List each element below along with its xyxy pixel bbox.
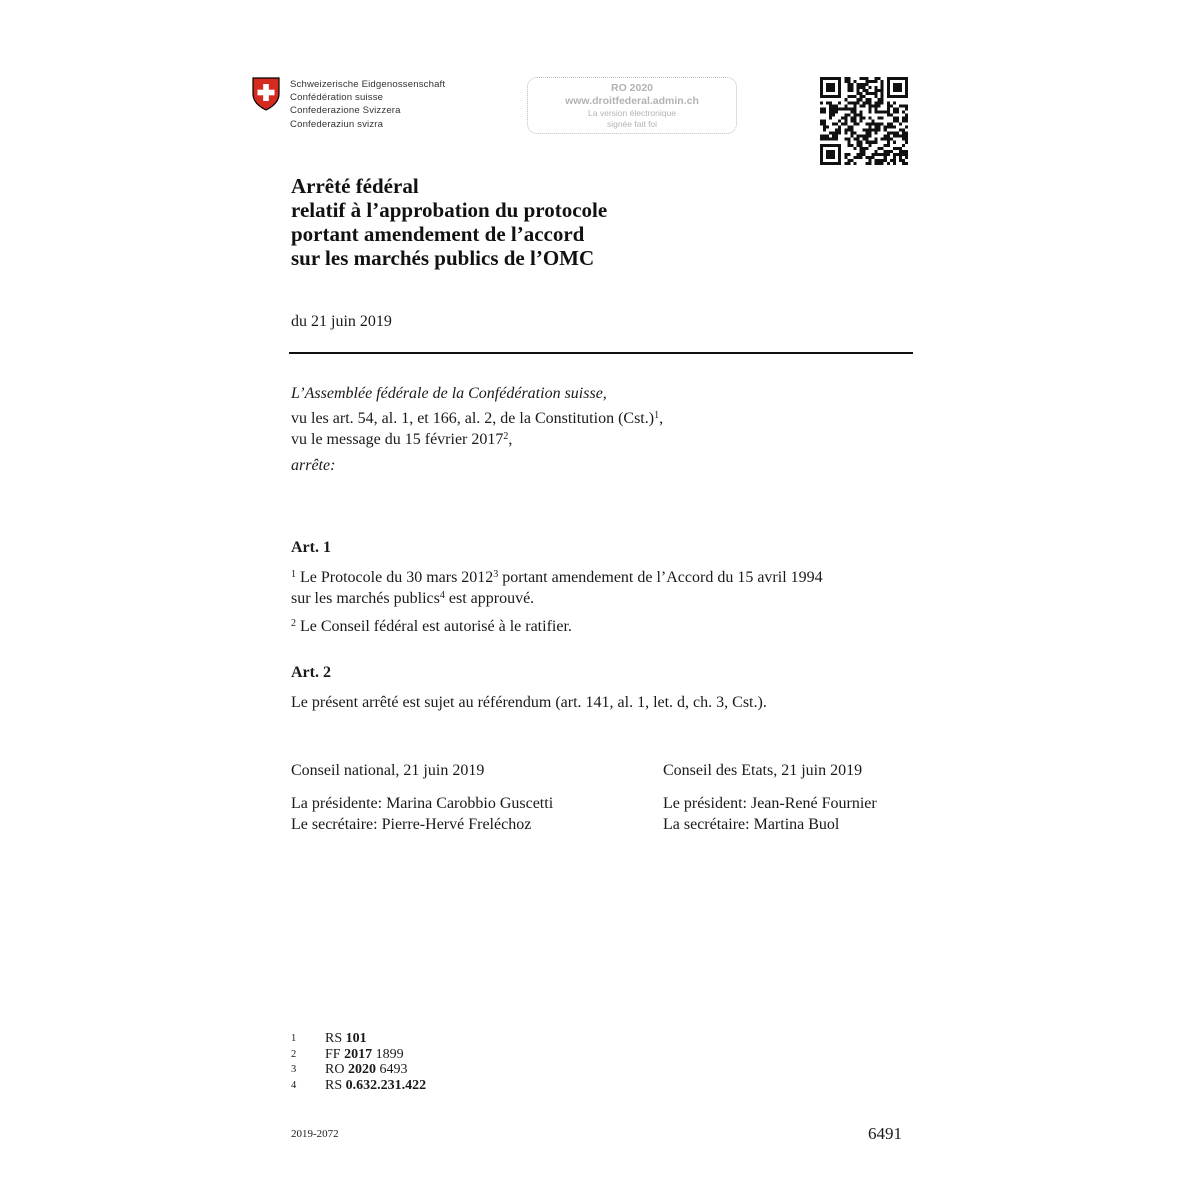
council-date: Conseil des Etats, 21 juin 2019 bbox=[663, 762, 863, 779]
council-date: Conseil national, 21 juin 2019 bbox=[291, 762, 485, 779]
title-line: sur les marchés publics de l’OMC bbox=[291, 246, 595, 270]
footnote-number: 1 bbox=[291, 1033, 297, 1044]
confederation-name-it: Confederazione Svizzera bbox=[290, 105, 401, 117]
paragraph-number: 2 bbox=[291, 618, 296, 629]
stamp-website: www.droitfederal.admin.ch bbox=[565, 95, 699, 107]
article-1-text: Le Conseil fédéral est autorisé à le ratifier. bbox=[296, 618, 572, 635]
confederation-name-fr: Confédération suisse bbox=[290, 92, 384, 104]
preamble-message-text: vu le message du 15 février 2017 bbox=[291, 431, 504, 448]
title-line: portant amendement de l’accord bbox=[291, 222, 585, 246]
preamble-punct: , bbox=[659, 410, 664, 427]
article-1-text: sur les marchés publics bbox=[291, 590, 440, 607]
footnote-ref-1[interactable]: 1 bbox=[654, 410, 660, 421]
footnote bbox=[291, 1047, 426, 1063]
preamble-constitution-line bbox=[291, 408, 663, 429]
title-line: Arrêté fédéral bbox=[291, 174, 419, 198]
footnote-text bbox=[325, 1031, 367, 1047]
document-title bbox=[291, 174, 607, 270]
confederation-name-de: Schweizerische Eidgenossenschaft bbox=[290, 79, 446, 90]
footnote-ref-3[interactable]: 3 bbox=[493, 569, 499, 580]
qr-code-icon bbox=[820, 77, 908, 165]
article-1-text: Le Protocole du 30 mars 2012 bbox=[296, 569, 494, 586]
stamp-note-2: signée fait foi bbox=[606, 119, 658, 129]
stamp-note-1: La version électronique bbox=[588, 108, 676, 118]
confederation-names bbox=[290, 78, 445, 131]
confederation-name-rm: Confederaziun svizra bbox=[290, 118, 384, 130]
president-signatory: Le président: Jean-René Fournier bbox=[663, 795, 877, 812]
preamble-decree: arrête: bbox=[291, 457, 336, 474]
signature-national-council bbox=[291, 760, 553, 835]
preamble-message-line bbox=[291, 429, 512, 450]
footnote-ref: 2020 bbox=[347, 1062, 376, 1077]
article-2-text: Le présent arrêté est sujet au référendum (art. 141, al. 1, let. d, ch. 3, Cst.). bbox=[291, 694, 767, 711]
preamble-punct: , bbox=[508, 431, 513, 448]
footnote-ref: 0.632.231.422 bbox=[345, 1077, 427, 1093]
signature-council-of-states bbox=[663, 760, 877, 835]
article-1-text: portant amendement de l’Accord du 15 avril 1994 bbox=[498, 569, 823, 586]
swiss-cross-shield-icon bbox=[252, 77, 280, 111]
article-2-heading: Art. 2 bbox=[291, 664, 331, 681]
article-1-text: est approuvé. bbox=[444, 590, 535, 607]
footnotes bbox=[291, 1031, 426, 1093]
article-1-paragraph-1-line-2 bbox=[291, 588, 534, 609]
president-signatory: La présidente: Marina Carobbio Guscetti bbox=[291, 795, 554, 812]
footnote bbox=[291, 1078, 426, 1094]
footnote-ref: 2017 bbox=[344, 1046, 373, 1062]
title-line: relatif à l’approbation du protocole bbox=[291, 198, 608, 222]
paragraph-number: 1 bbox=[291, 569, 296, 580]
footnote-prefix: RO bbox=[325, 1062, 348, 1077]
title-divider bbox=[289, 352, 913, 354]
preamble-assembly: L’Assemblée fédérale de la Confédération suisse, bbox=[291, 385, 607, 402]
footnote bbox=[291, 1031, 426, 1047]
footnote bbox=[291, 1062, 426, 1078]
footnote-suffix: 6493 bbox=[375, 1062, 408, 1077]
footnote-number: 4 bbox=[291, 1079, 297, 1091]
footnote-number: 3 bbox=[291, 1064, 297, 1075]
page-number: 6491 bbox=[868, 1124, 902, 1143]
footnote-ref-2[interactable]: 2 bbox=[503, 431, 509, 442]
footnote-text bbox=[325, 1062, 407, 1078]
article-1-paragraph-2 bbox=[291, 616, 572, 637]
footnote-ref-4[interactable]: 4 bbox=[439, 590, 445, 601]
footnote-ref: 101 bbox=[345, 1031, 367, 1046]
footnote-text bbox=[325, 1047, 404, 1063]
secretary-signatory: Le secrétaire: Pierre-Hervé Freléchoz bbox=[291, 816, 532, 833]
footnote-prefix: RS bbox=[325, 1077, 346, 1093]
stamp-collection: RO 2020 bbox=[610, 82, 654, 94]
footnote-prefix: RS bbox=[325, 1031, 346, 1046]
footnote-prefix: FF bbox=[325, 1046, 345, 1062]
footnote-suffix: 1899 bbox=[372, 1046, 404, 1062]
official-publication-stamp bbox=[527, 77, 737, 134]
footnote-number: 2 bbox=[291, 1048, 297, 1060]
secretary-signatory: La secrétaire: Martina Buol bbox=[663, 816, 840, 833]
article-1-heading: Art. 1 bbox=[291, 539, 331, 556]
document-reference: 2019-2072 bbox=[291, 1128, 339, 1140]
footnote-text bbox=[325, 1078, 426, 1094]
preamble-constitution-text: vu les art. 54, al. 1, et 166, al. 2, de la Constitution (Cst.) bbox=[291, 410, 655, 427]
document-date: du 21 juin 2019 bbox=[291, 313, 392, 330]
article-1-paragraph-1-line-1 bbox=[291, 567, 823, 588]
